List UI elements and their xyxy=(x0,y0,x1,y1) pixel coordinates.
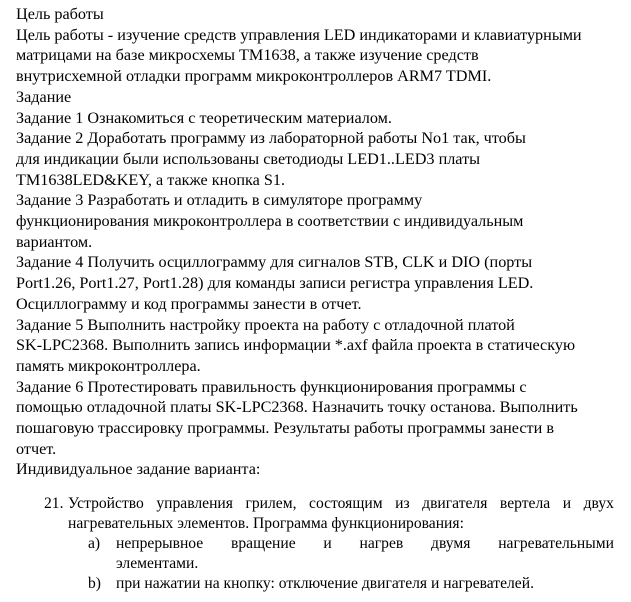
doc-line: Задание 3 Разработать и отладить в симуляторе программу xyxy=(16,191,423,210)
doc-line: матрицами на базе микросхемы TM1638, а также изучение средств xyxy=(16,46,479,65)
word: нагревательными xyxy=(498,535,614,552)
doc-line: функционирования микроконтроллера в соответствии с индивидуальным xyxy=(16,212,524,231)
word: Устройство xyxy=(68,495,144,512)
sub-item-letter: a) xyxy=(88,535,101,552)
variant-line: нагревательных элементов. Программа функционирования: xyxy=(68,515,464,532)
doc-line: TM1638LED&KEY, а также кнопка S1. xyxy=(16,170,286,189)
doc-heading-task: Задание xyxy=(16,87,72,106)
sub-item-b xyxy=(44,574,614,594)
doc-variant-heading: Индивидуальное задание варианта: xyxy=(16,460,261,479)
variant-task xyxy=(44,494,614,594)
word: вращение xyxy=(231,535,296,552)
document-text xyxy=(16,4,628,480)
word: нагрев xyxy=(359,535,404,552)
word: двух xyxy=(583,495,614,512)
doc-line: Задание 6 Протестировать правильность функционирования программы с xyxy=(16,377,527,396)
word: управления xyxy=(156,495,233,512)
doc-line: вариантом. xyxy=(16,232,93,251)
doc-line: Задание 5 Выполнить настройку проекта на работу с отладочной платой xyxy=(16,315,515,334)
doc-line: Задание 1 Ознакомиться с теоретическим материалом. xyxy=(16,108,392,127)
sub-item-line: элементами. xyxy=(116,555,199,572)
doc-line: SK-LPC2368. Выполнить запись информации *.axf файла проекта в статическую xyxy=(16,336,576,355)
doc-line: отчет. xyxy=(16,439,57,458)
variant-line xyxy=(68,494,614,514)
sub-item-a xyxy=(44,534,614,574)
doc-line: помощью отладочной платы SK-LPC2368. Назначить точку останова. Выполнить xyxy=(16,398,578,417)
word: вертела xyxy=(499,495,551,512)
doc-line: Осциллограмму и код программы занести в отчет. xyxy=(16,294,362,313)
word: и xyxy=(562,495,572,512)
word: непрерывное xyxy=(116,535,204,552)
variant-item xyxy=(44,494,614,534)
word: из xyxy=(395,495,410,512)
doc-heading-goal: Цель работы xyxy=(16,5,104,23)
word: двумя xyxy=(431,535,471,552)
doc-line: Цель работы - изучение средств управления LED индикаторами и клавиатурными xyxy=(16,25,582,44)
word: грилем, xyxy=(245,495,297,512)
doc-line: Задание 4 Получить осциллограмму для сигналов STB, CLK и DIO (порты xyxy=(16,253,533,272)
doc-line: пошаговую трассировку программы. Результаты работы программы занести в xyxy=(16,419,554,438)
doc-line: для индикации были использованы светодиоды LED1..LED3 платы xyxy=(16,149,481,168)
sub-item-line: при нажатии на кнопку: отключение двигателя и нагревателей. xyxy=(116,575,534,592)
doc-line: Задание 2 Доработать программу из лабораторной работы No1 так, чтобы xyxy=(16,129,526,148)
variant-number: 21. xyxy=(44,495,64,512)
word: двигателя xyxy=(422,495,488,512)
doc-line: внутрисхемной отладки программ микроконтроллеров ARM7 TDMI. xyxy=(16,67,492,86)
word: состоящим xyxy=(309,495,383,512)
sub-item-letter: b) xyxy=(88,575,101,592)
sub-item-line xyxy=(116,534,614,554)
doc-line: память микроконтроллера. xyxy=(16,356,201,375)
doc-line: Port1.26, Port1.27, Port1.28) для команды записи регистра управления LED. xyxy=(16,274,534,293)
word: и xyxy=(323,535,332,552)
